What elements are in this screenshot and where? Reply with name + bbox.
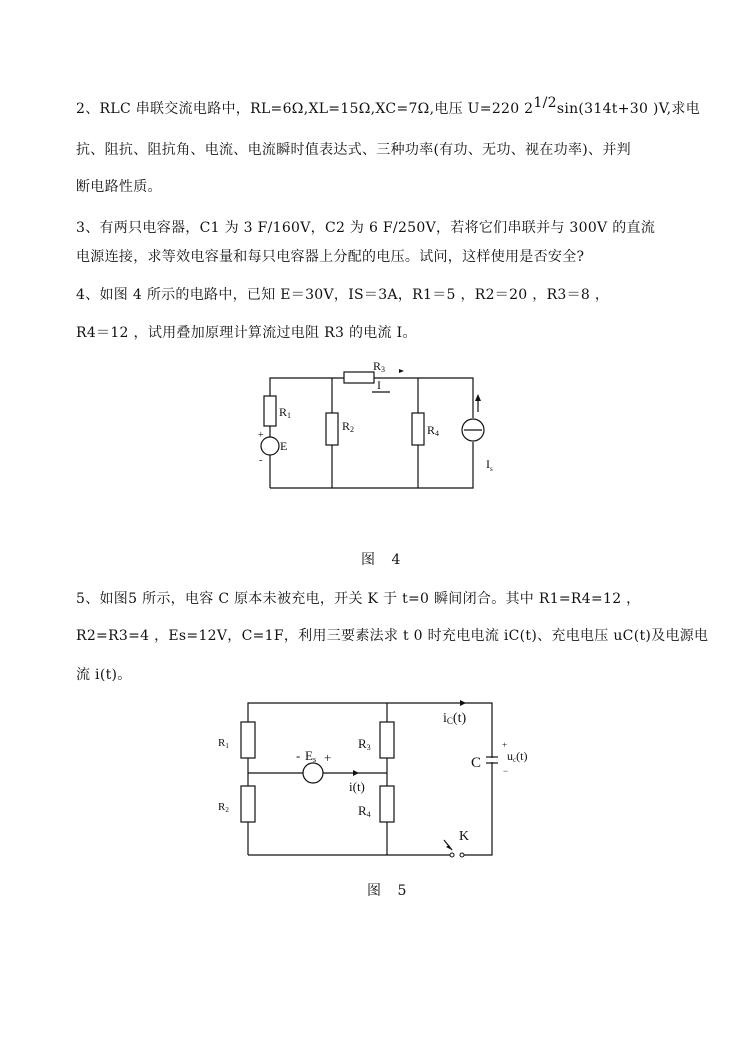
fig5-label-it: i(t) [349, 779, 365, 794]
fig5-label-ic: iC(t) [443, 711, 467, 726]
figure-5-caption: 图 5 [367, 883, 413, 899]
q5-line-3: 流 i(t)。 [76, 667, 132, 683]
figure-4-caption: 图 4 [361, 552, 407, 568]
fig5-es-source [303, 763, 323, 783]
q2-line-1-tail: sin(314t+30 )V,求电 [556, 101, 701, 117]
fig5-label-c: C [471, 755, 482, 771]
fig5-it-arrow-icon [353, 770, 359, 776]
fig4-voltage-source [261, 437, 279, 455]
fig5-label-uc-plus: + [502, 740, 508, 750]
fig5-r4-resistor [380, 786, 394, 822]
fig4-r3-resistor [344, 372, 374, 383]
q2-line-3: 断电路性质。 [76, 179, 162, 195]
fig5-label-r4: R4 [358, 803, 371, 819]
q2-line-1-text: 2、RLC 串联交流电路中，RL=6Ω,XL=15Ω,XC=7Ω,电压 U=220 2 [76, 101, 534, 117]
fig5-label-es: Es [305, 748, 317, 764]
fig4-label-r4: R4 [427, 423, 440, 438]
q4-line-2: R4＝12 ，试用叠加原理计算流过电阻 R3 的电流 I。 [76, 325, 417, 341]
q5-line-2: R2=R3=4 ，Es=12V，C=1F，利用三要素法求 t 0 时充电电流 iC(t)、充电电压 uC(t)及电源电 [76, 628, 709, 644]
fig4-label-r1: R1 [279, 405, 292, 420]
fig4-current-arrow-icon [399, 369, 404, 373]
fig5-label-r2: R2 [218, 801, 229, 814]
fig4-label-is: $I_s$ [486, 457, 493, 473]
fig5-capacitor-gap [488, 758, 496, 762]
fig5-label-uc-minus: − [503, 766, 509, 776]
fig4-label-r2: R2 [342, 419, 355, 434]
fig5-label-k: K [459, 829, 470, 844]
fig4-label-plus: + [258, 430, 264, 441]
q4-line-1: 4、如图 4 所示的电路中，已知 E＝30V，IS＝3A，R1＝5 ，R2＝20 ，R3＝8 ， [76, 287, 610, 303]
fig5-switch-contact-left[interactable] [450, 853, 454, 857]
fig4-r2-resistor [326, 413, 338, 445]
q2-exponent: 1/2 [533, 95, 557, 111]
fig5-label-r3: R3 [358, 736, 371, 752]
fig4-label-i: I [377, 378, 381, 392]
fig5-ic-arrow-icon [460, 700, 466, 706]
fig5-label-r1: R1 [218, 737, 229, 750]
fig4-is-arrow-icon [475, 394, 481, 401]
fig4-r4-resistor [412, 413, 424, 445]
q5-line-1: 5、如图5 所示，电容 C 原本未被充电，开关 K 于 t=0 瞬间闭合。其中 R1=R4=12 ， [76, 591, 641, 607]
fig5-r2-resistor [241, 786, 255, 822]
fig5-switch-contact-right[interactable] [460, 853, 464, 857]
fig4-label-r3: R3 [373, 359, 386, 374]
fig5-r1-resistor [241, 722, 255, 758]
fig4-label-e: E [280, 439, 288, 453]
fig4-wire-right-top [374, 378, 473, 418]
fig4-r1-resistor [264, 396, 276, 426]
q3-line-1: 3、有两只电容器，C1 为 3 F/160V，C2 为 6 F/250V，若将它们串联并与 300V 的直流 [76, 220, 656, 236]
fig5-switch-arrow-icon [446, 845, 452, 850]
fig4-label-minus: - [259, 455, 263, 466]
fig5-r3-resistor [380, 722, 394, 758]
fig4-wire-bottom [270, 442, 473, 488]
fig5-label-es-plus: + [324, 750, 332, 765]
fig5-label-uc: uc(t) [507, 749, 528, 764]
q3-line-2: 电源连接，求等效电容量和每只电容器上分配的电压。试问，这样使用是否安全? [76, 249, 585, 265]
fig5-label-es-minus: - [296, 748, 301, 763]
q2-line-2: 抗、阻抗、阻抗角、电流、电流瞬时值表达式、三种功率(有功、无功、视在功率)、并判 [76, 142, 631, 158]
